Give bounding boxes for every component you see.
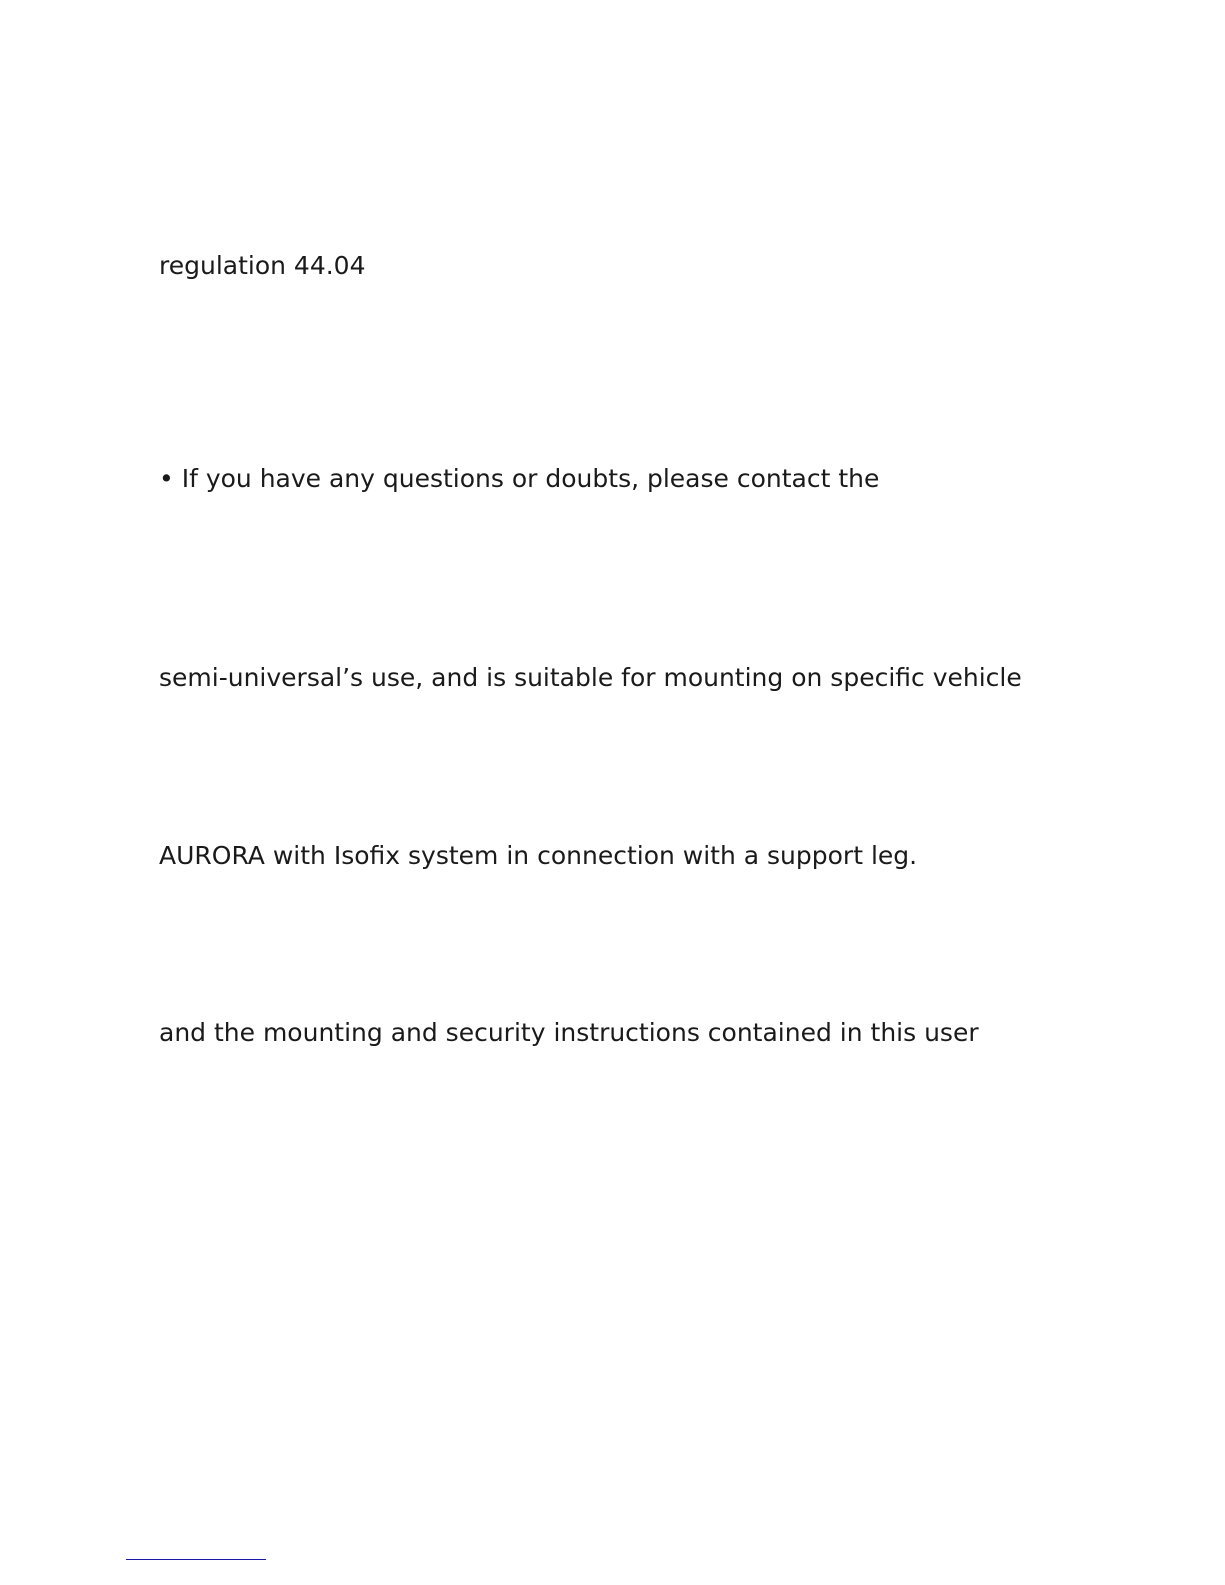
text-line-regulation: regulation 44.04 bbox=[159, 251, 366, 280]
text-line-aurora-isofix: AURORA with Isofix system in connection with a support leg. bbox=[159, 841, 918, 870]
text-line-mounting-instructions: and the mounting and security instructions contained in this user bbox=[159, 1018, 979, 1047]
text-line-bullet-questions: • If you have any questions or doubts, please contact the bbox=[159, 464, 880, 493]
text-line-semi-universal: semi-universal’s use, and is suitable for mounting on specific vehicle bbox=[159, 663, 1022, 692]
footer-rule bbox=[126, 1559, 266, 1560]
